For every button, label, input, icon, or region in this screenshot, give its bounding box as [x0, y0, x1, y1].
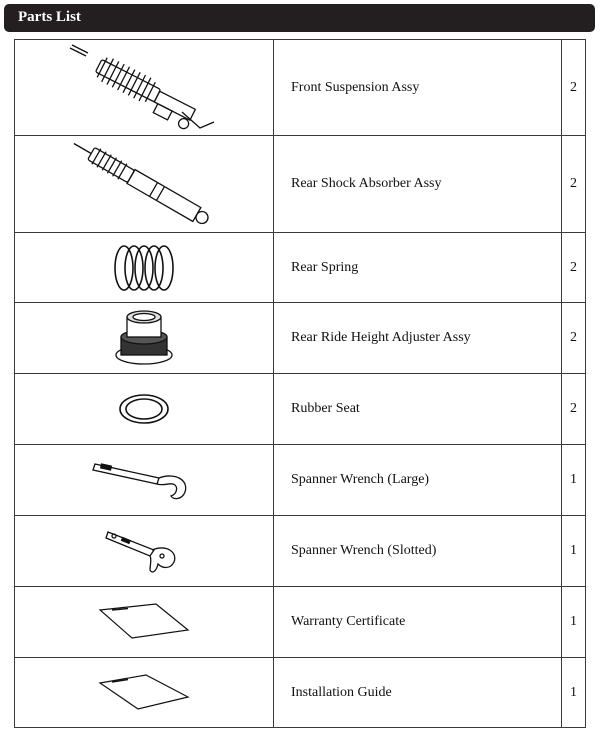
part-name: Rubber Seat [274, 374, 562, 445]
table-row [15, 587, 586, 658]
part-image-cell [15, 587, 274, 658]
spanner-wrench-large-icon [89, 458, 199, 502]
part-name: Spanner Wrench (Slotted) [274, 516, 562, 587]
part-image-cell [15, 303, 274, 374]
part-image-cell [15, 40, 274, 136]
spanner-wrench-slotted-icon [104, 526, 184, 576]
part-quantity: 2 [562, 233, 586, 303]
part-name: Rear Spring [274, 233, 562, 303]
table-row [15, 40, 586, 136]
table-row [15, 374, 586, 445]
part-image-cell [15, 233, 274, 303]
part-image-cell [15, 374, 274, 445]
part-quantity: 2 [562, 303, 586, 374]
part-name: Warranty Certificate [274, 587, 562, 658]
part-image-cell [15, 445, 274, 516]
table-row [15, 445, 586, 516]
parts-list-header [4, 4, 595, 32]
ride-height-adjuster-icon [109, 307, 179, 369]
header-title: Parts List [18, 9, 81, 25]
rubber-seat-icon [114, 389, 174, 429]
part-quantity: 1 [562, 516, 586, 587]
warranty-certificate-icon [94, 602, 194, 642]
part-image-cell [15, 516, 274, 587]
part-image-cell [15, 136, 274, 233]
part-quantity: 1 [562, 445, 586, 516]
installation-guide-icon [94, 673, 194, 713]
part-name: Rear Shock Absorber Assy [274, 136, 562, 233]
part-quantity: 1 [562, 587, 586, 658]
rear-spring-icon [104, 240, 184, 296]
table-row [15, 303, 586, 374]
parts-table [14, 39, 586, 728]
front-suspension-icon [64, 42, 224, 134]
table-row [15, 136, 586, 233]
part-quantity: 2 [562, 136, 586, 233]
part-name: Installation Guide [274, 658, 562, 728]
part-name: Rear Ride Height Adjuster Assy [274, 303, 562, 374]
part-name: Front Suspension Assy [274, 40, 562, 136]
table-row [15, 658, 586, 728]
table-row [15, 233, 586, 303]
table-row [15, 516, 586, 587]
rear-shock-absorber-icon [59, 139, 229, 229]
part-quantity: 2 [562, 40, 586, 136]
part-quantity: 1 [562, 658, 586, 728]
part-image-cell [15, 658, 274, 728]
part-name: Spanner Wrench (Large) [274, 445, 562, 516]
part-quantity: 2 [562, 374, 586, 445]
